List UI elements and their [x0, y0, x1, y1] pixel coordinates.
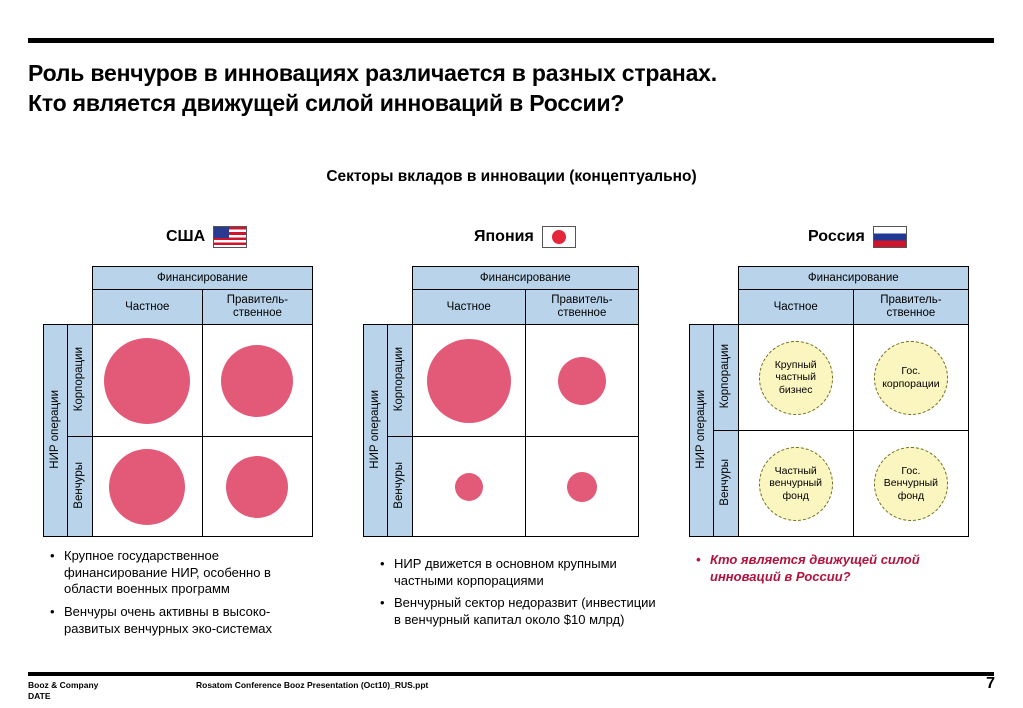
bubble-japan-corp-government [558, 357, 606, 405]
title-line-2: Кто является движущей силой инноваций в России? [28, 90, 625, 117]
bubble-japan-corp-private [427, 339, 511, 423]
bullet-usa-2: • Венчуры очень активны в высоко-развитых венчурных эко-системах [64, 604, 320, 637]
bullets-russia [694, 552, 984, 591]
government-label-line1: Правитель- [880, 294, 942, 307]
bullets-japan [378, 556, 658, 635]
subtitle: Секторы вкладов в инновации (концептуально) [326, 168, 697, 185]
government-label-line2: ственное [886, 307, 936, 319]
matrix-header-financing: Финансирование [738, 267, 968, 290]
spacer [68, 267, 92, 290]
bubble-japan-vent-government [567, 472, 597, 502]
bubble-japan-vent-private [455, 473, 483, 501]
bullets-usa [48, 548, 320, 643]
footer-company: Booz & Company [28, 680, 99, 690]
bubble-russia-vent-private [759, 447, 833, 521]
flag-usa-icon [213, 226, 247, 248]
matrix-header-private: Частное [412, 290, 525, 325]
title-line-1: Роль венчуров в инновациях различается в разных странах. [28, 60, 717, 86]
bullet-usa-1: • Крупное государственное финансирование НИР, особенно в области военных программ [64, 548, 320, 598]
country-heading-usa [166, 226, 247, 248]
cell-usa-corp-private [92, 325, 202, 437]
bubble-usa-corp-government [221, 345, 293, 417]
spacer [388, 267, 412, 290]
matrix-side-rnd-ops: НИР операции [690, 325, 714, 537]
spacer [714, 290, 738, 325]
cell-japan-corp-private [412, 325, 525, 437]
flag-russia-icon [873, 226, 907, 248]
government-label-line1: Правитель- [226, 294, 289, 307]
cell-japan-vent-private [412, 437, 525, 537]
flag-japan-icon [542, 226, 576, 248]
matrix-header-financing: Финансирование [412, 267, 638, 290]
matrix-header-government [853, 290, 968, 325]
bubble-russia-corp-government [874, 341, 948, 415]
matrix-side-ventures: Венчуры [714, 431, 738, 537]
country-name-usa: США [166, 228, 206, 245]
country-heading-japan [474, 226, 576, 248]
bubble-usa-corp-private [104, 338, 190, 424]
matrix-side-ventures: Венчуры [388, 437, 412, 537]
footer-filename: Rosatom Conference Booz Presentation (Oct10)_RUS.ppt [196, 680, 429, 690]
government-label-line1: Правитель- [551, 294, 613, 307]
spacer [690, 267, 714, 290]
bubble-label: Частный венчурный фонд [769, 464, 823, 502]
bubble-russia-corp-private [759, 341, 833, 415]
cell-usa-corp-government [202, 325, 312, 437]
cell-japan-corp-government [525, 325, 638, 437]
matrix-header-government [525, 290, 638, 325]
page-number: 7 [986, 675, 995, 692]
bottom-divider [28, 672, 994, 676]
spacer [44, 267, 68, 290]
spacer [714, 267, 738, 290]
matrix-side-ventures: Венчуры [68, 437, 92, 537]
country-name-japan: Япония [474, 228, 534, 245]
matrix-usa [43, 266, 313, 537]
page-title [28, 58, 994, 119]
country-heading-russia [808, 226, 907, 248]
matrix-header-government [202, 290, 312, 325]
matrix-header-private: Частное [92, 290, 202, 325]
government-label-line2: ственное [232, 307, 282, 319]
spacer [364, 267, 388, 290]
spacer [388, 290, 412, 325]
cell-usa-vent-private [92, 437, 202, 537]
footer-date: DATE [28, 690, 51, 701]
cell-japan-vent-government [525, 437, 638, 537]
footer-left [28, 680, 98, 701]
matrix-side-corporations: Корпорации [68, 325, 92, 437]
cell-russia-vent-government [853, 431, 968, 537]
matrix-header-private: Частное [738, 290, 853, 325]
spacer [44, 290, 68, 325]
cell-usa-vent-government [202, 437, 312, 537]
spacer [68, 290, 92, 325]
matrix-side-rnd-ops: НИР операции [364, 325, 388, 537]
matrix-russia [689, 266, 969, 537]
matrix-side-rnd-ops: НИР операции [44, 325, 68, 537]
bubble-label: Гос. корпорации [882, 364, 940, 390]
bullet-russia-1: • Кто является движущей силой инноваций в России? [710, 552, 984, 585]
cell-russia-corp-government [853, 325, 968, 431]
country-name-russia: Россия [808, 228, 865, 245]
bubble-label: Крупный частный бизнес [774, 358, 817, 396]
top-divider [28, 38, 994, 43]
matrix-side-corporations: Корпорации [388, 325, 412, 437]
cell-russia-corp-private [738, 325, 853, 431]
bubble-usa-vent-government [226, 456, 288, 518]
spacer [364, 290, 388, 325]
matrix-header-financing: Финансирование [92, 267, 312, 290]
bullet-japan-2: • Венчурный сектор недоразвит (инвестиции в венчурный капитал около $10 млрд) [394, 595, 658, 628]
bubble-usa-vent-private [109, 449, 185, 525]
matrix-japan [363, 266, 639, 537]
cell-russia-vent-private [738, 431, 853, 537]
bullet-japan-1: • НИР движется в основном крупными частными корпорациями [394, 556, 658, 589]
spacer [690, 290, 714, 325]
bubble-label: Гос. Венчурный фонд [883, 464, 939, 502]
government-label-line2: ственное [557, 307, 607, 319]
bubble-russia-vent-government [874, 447, 948, 521]
matrix-side-corporations: Корпорации [714, 325, 738, 431]
